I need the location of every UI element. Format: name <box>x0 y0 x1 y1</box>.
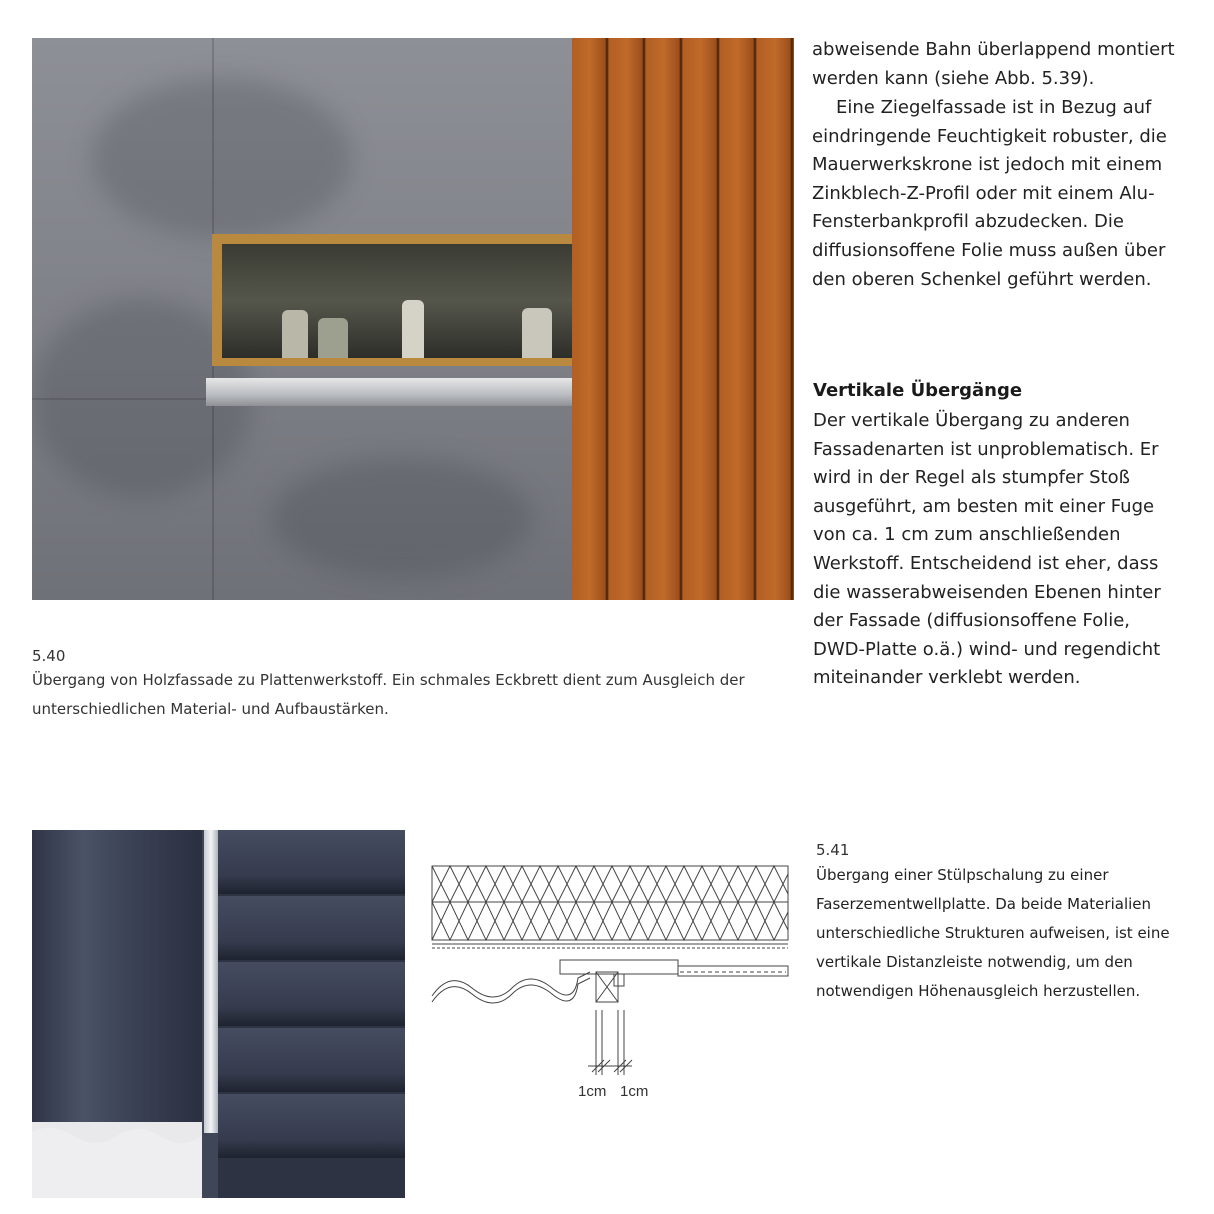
section-heading: Vertikale Übergänge <box>813 380 1023 401</box>
panel-wave-edge <box>32 1122 202 1198</box>
photo-lap-siding-to-corrugated-panel <box>32 830 405 1198</box>
figure-number-5-41: 5.41 <box>816 841 850 859</box>
paragraph-3: Der vertikale Übergang zu anderen Fassadenarten ist unproblematisch. Er wird in der Regel als stumpfer Stoß ausgeführt, am besten mit einer Fuge von ca. 1 cm zum anschließenden Werkstoff. Entscheidend ist eher, dass die wasserabweisenden Ebenen hinter der Fassade (diffusionsoffene Folie, DWD-Platte o.ä.) wind- und regendicht miteinander verklebt werden. <box>813 410 1161 689</box>
lap-siding <box>218 830 405 1198</box>
dimension-label-left: 1cm <box>578 1083 607 1100</box>
figure-number-5-40: 5.40 <box>32 647 66 665</box>
figure-caption-5-40: Übergang von Holzfassade zu Plattenwerkstoff. Ein schmales Eckbrett dient zum Ausgleich der unterschiedlichen Material- und Aufbaustärken. <box>32 671 745 718</box>
figure-caption-5-41: Übergang einer Stülpschalung zu einer Faserzementwellplatte. Da beide Materialien unterschiedliche Strukturen aufweisen, ist eine vertikale Distanzleiste notwendig, um den notwendigen Höhenausgleich herzustellen. <box>816 866 1170 1000</box>
paragraph-1: abweisende Bahn überlappend montiert werden kann (siehe Abb. 5.39). <box>812 39 1175 89</box>
section-detail-diagram <box>428 860 796 1105</box>
window <box>212 234 572 366</box>
spacer-strip <box>204 830 218 1133</box>
dimension-label-right: 1cm <box>620 1083 649 1100</box>
window-sill <box>206 378 574 406</box>
paragraph-2: Eine Ziegelfassade ist in Bezug auf eindringende Feuchtigkeit robuster, die Mauerwerkskrone ist jedoch mit einem Zinkblech-Z-Profil oder mit einem Alu-Fensterbankprofil abzudecken. Die diffusionsoffene Folie muss außen über den oberen Schenkel geführt werden. <box>812 97 1167 290</box>
photo-wood-to-panel-facade <box>32 38 794 600</box>
wood-cladding <box>572 38 794 600</box>
